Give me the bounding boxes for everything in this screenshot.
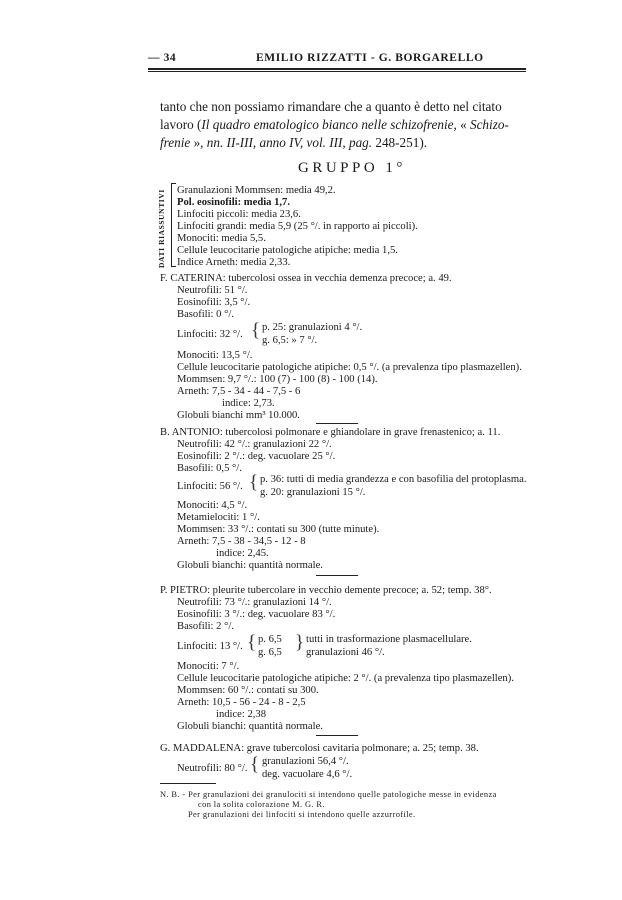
footnote-line: con la solita colorazione M. G. R. xyxy=(198,800,325,809)
case-subentry: granulazioni 56,4 °/. xyxy=(262,756,349,767)
summary-side-label: DATI RIASSUNTIVI xyxy=(157,189,166,268)
brace: { xyxy=(250,754,260,775)
case-title: B. ANTONIO: tubercolosi polmonare e ghiandolare in grave frenastenico; a. 11. xyxy=(160,427,501,438)
case-entry: Cellule leucocitarie patologiche atipiche: 2 °/. (a prevalenza tipo plasmazellen). xyxy=(177,673,514,684)
separator-rule xyxy=(316,735,358,736)
summary-line: Pol. eosinofili: media 1,7. xyxy=(177,197,290,208)
header-rule xyxy=(148,68,526,70)
case-entry: Neutrofili: 51 °/. xyxy=(177,285,248,296)
intro-line-3: frenie », nn. II-III, anno IV, vol. III, pag. 248-251). xyxy=(160,135,428,150)
summary-brace-bottom xyxy=(171,266,176,267)
case-entry: Mommsen: 33 °/.: contati su 300 (tutte minute). xyxy=(177,524,380,535)
case-entry: Neutrofili: 73 °/.: granulazioni 14 °/. xyxy=(177,597,332,608)
brace: { xyxy=(249,472,259,493)
case-entry: Neutrofili: 42 °/.: granulazioni 22 °/. xyxy=(177,439,332,450)
case-entry: Neutrofili: 80 °/. xyxy=(177,763,248,774)
case-subentry: p. 36: tutti di media grandezza e con basofilia del protoplasma. xyxy=(260,474,527,485)
footnote-rule xyxy=(160,783,216,784)
case-entry: Arneth: 10,5 - 56 - 24 - 8 - 2,5 xyxy=(177,697,306,708)
summary-brace-top xyxy=(171,183,176,184)
case-entry: Monociti: 13,5 °/. xyxy=(177,350,253,361)
case-subentry: g. 20: granulazioni 15 °/. xyxy=(260,487,366,498)
case-title: P. PIETRO: pleurite tubercolare in vecchio demente precoce; a. 52; temp. 38°. xyxy=(160,585,492,596)
case-entry: Basofili: 2 °/. xyxy=(177,621,234,632)
separator-rule xyxy=(316,423,358,424)
summary-line: Linfociti grandi: media 5,9 (25 °/. in rapporto ai piccoli). xyxy=(177,221,418,232)
case-subentry: tutti in trasformazione plasmacellulare. xyxy=(306,634,472,645)
summary-line: Indice Arneth: media 2,33. xyxy=(177,257,291,268)
brace: { xyxy=(247,632,257,653)
summary-line: Linfociti piccoli: media 23,6. xyxy=(177,209,301,220)
summary-line: Cellule leucocitarie patologiche atipiche: media 1,5. xyxy=(177,245,398,256)
summary-brace-line xyxy=(171,183,172,267)
case-entry: Monociti: 4,5 °/. xyxy=(177,500,248,511)
case-title: G. MADDALENA: grave tubercolosi cavitaria polmonare; a. 25; temp. 38. xyxy=(160,743,479,754)
case-subentry: deg. vacuolare 4,6 °/. xyxy=(262,769,353,780)
case-subentry: p. 6,5 xyxy=(258,634,282,645)
case-entry: Monociti: 7 °/. xyxy=(177,661,240,672)
case-entry: Arneth: 7,5 - 38 - 34,5 - 12 - 8 xyxy=(177,536,306,547)
case-entry: Mommsen: 60 °/.: contati su 300. xyxy=(177,685,319,696)
case-subentry: g. 6,5 xyxy=(258,647,282,658)
intro-line-2: lavoro (Il quadro ematologico bianco nelle schizofrenie, « Schizo- xyxy=(160,117,509,132)
case-subentry: granulazioni 46 °/. xyxy=(306,647,385,658)
case-subentry: g. 6,5: » 7 °/. xyxy=(262,335,318,346)
case-entry: Linfociti: 32 °/. xyxy=(177,329,243,340)
case-entry: Eosinofili: 2 °/.: deg. vacuolare 25 °/. xyxy=(177,451,336,462)
case-entry: Eosinofili: 3 °/.: deg. vacuolare 83 °/. xyxy=(177,609,336,620)
footnote-line: Per granulazioni dei linfociti si intendono quelle azzurrofile. xyxy=(188,810,416,819)
case-entry: Mommsen: 9,7 °/.: 100 (7) - 100 (8) - 100 (14). xyxy=(177,374,378,385)
case-entry: Metamielociti: 1 °/. xyxy=(177,512,260,523)
case-entry: indice: 2,45. xyxy=(216,548,269,559)
footnote-line: N. B. - Per granulazioni dei granulociti si intendono quelle patologiche messe in evidenza xyxy=(160,790,497,799)
case-entry: Linfociti: 56 °/. xyxy=(177,481,243,492)
brace: { xyxy=(251,320,261,341)
intro-line-1: tanto che non possiamo rimandare che a quanto è detto nel citato xyxy=(160,99,502,114)
running-title: EMILIO RIZZATTI - G. BORGARELLO xyxy=(256,52,484,64)
case-title: F. CATERINA: tubercolosi ossea in vecchia demenza precoce; a. 49. xyxy=(160,273,452,284)
brace: } xyxy=(295,632,305,653)
case-entry: Basofili: 0,5 °/. xyxy=(177,463,242,474)
summary-line: Granulazioni Mommsen: media 49,2. xyxy=(177,185,336,196)
case-entry: Globuli bianchi mm³ 10.000. xyxy=(177,410,300,421)
summary-line: Monociti: media 5,5. xyxy=(177,233,266,244)
case-entry: Arneth: 7,5 - 34 - 44 - 7,5 - 6 xyxy=(177,386,301,397)
page-number: — 34 xyxy=(148,52,177,64)
case-entry: Linfociti: 13 °/. xyxy=(177,641,243,652)
case-entry: Cellule leucocitarie patologiche atipiche: 0,5 °/. (a prevalenza tipo plasmazellen). xyxy=(177,362,522,373)
separator-rule xyxy=(316,575,358,576)
case-entry: indice: 2,38 xyxy=(216,709,267,720)
case-entry: Eosinofili: 3,5 °/. xyxy=(177,297,251,308)
group-title: GRUPPO 1° xyxy=(298,160,406,176)
case-entry: Basofili: 0 °/. xyxy=(177,309,234,320)
case-entry: Globuli bianchi: quantità normale. xyxy=(177,560,323,571)
case-entry: Globuli bianchi: quantità normale. xyxy=(177,721,323,732)
header-rule-2 xyxy=(148,71,526,72)
case-subentry: p. 25: granulazioni 4 °/. xyxy=(262,322,363,333)
case-entry: indice: 2,73. xyxy=(222,398,275,409)
